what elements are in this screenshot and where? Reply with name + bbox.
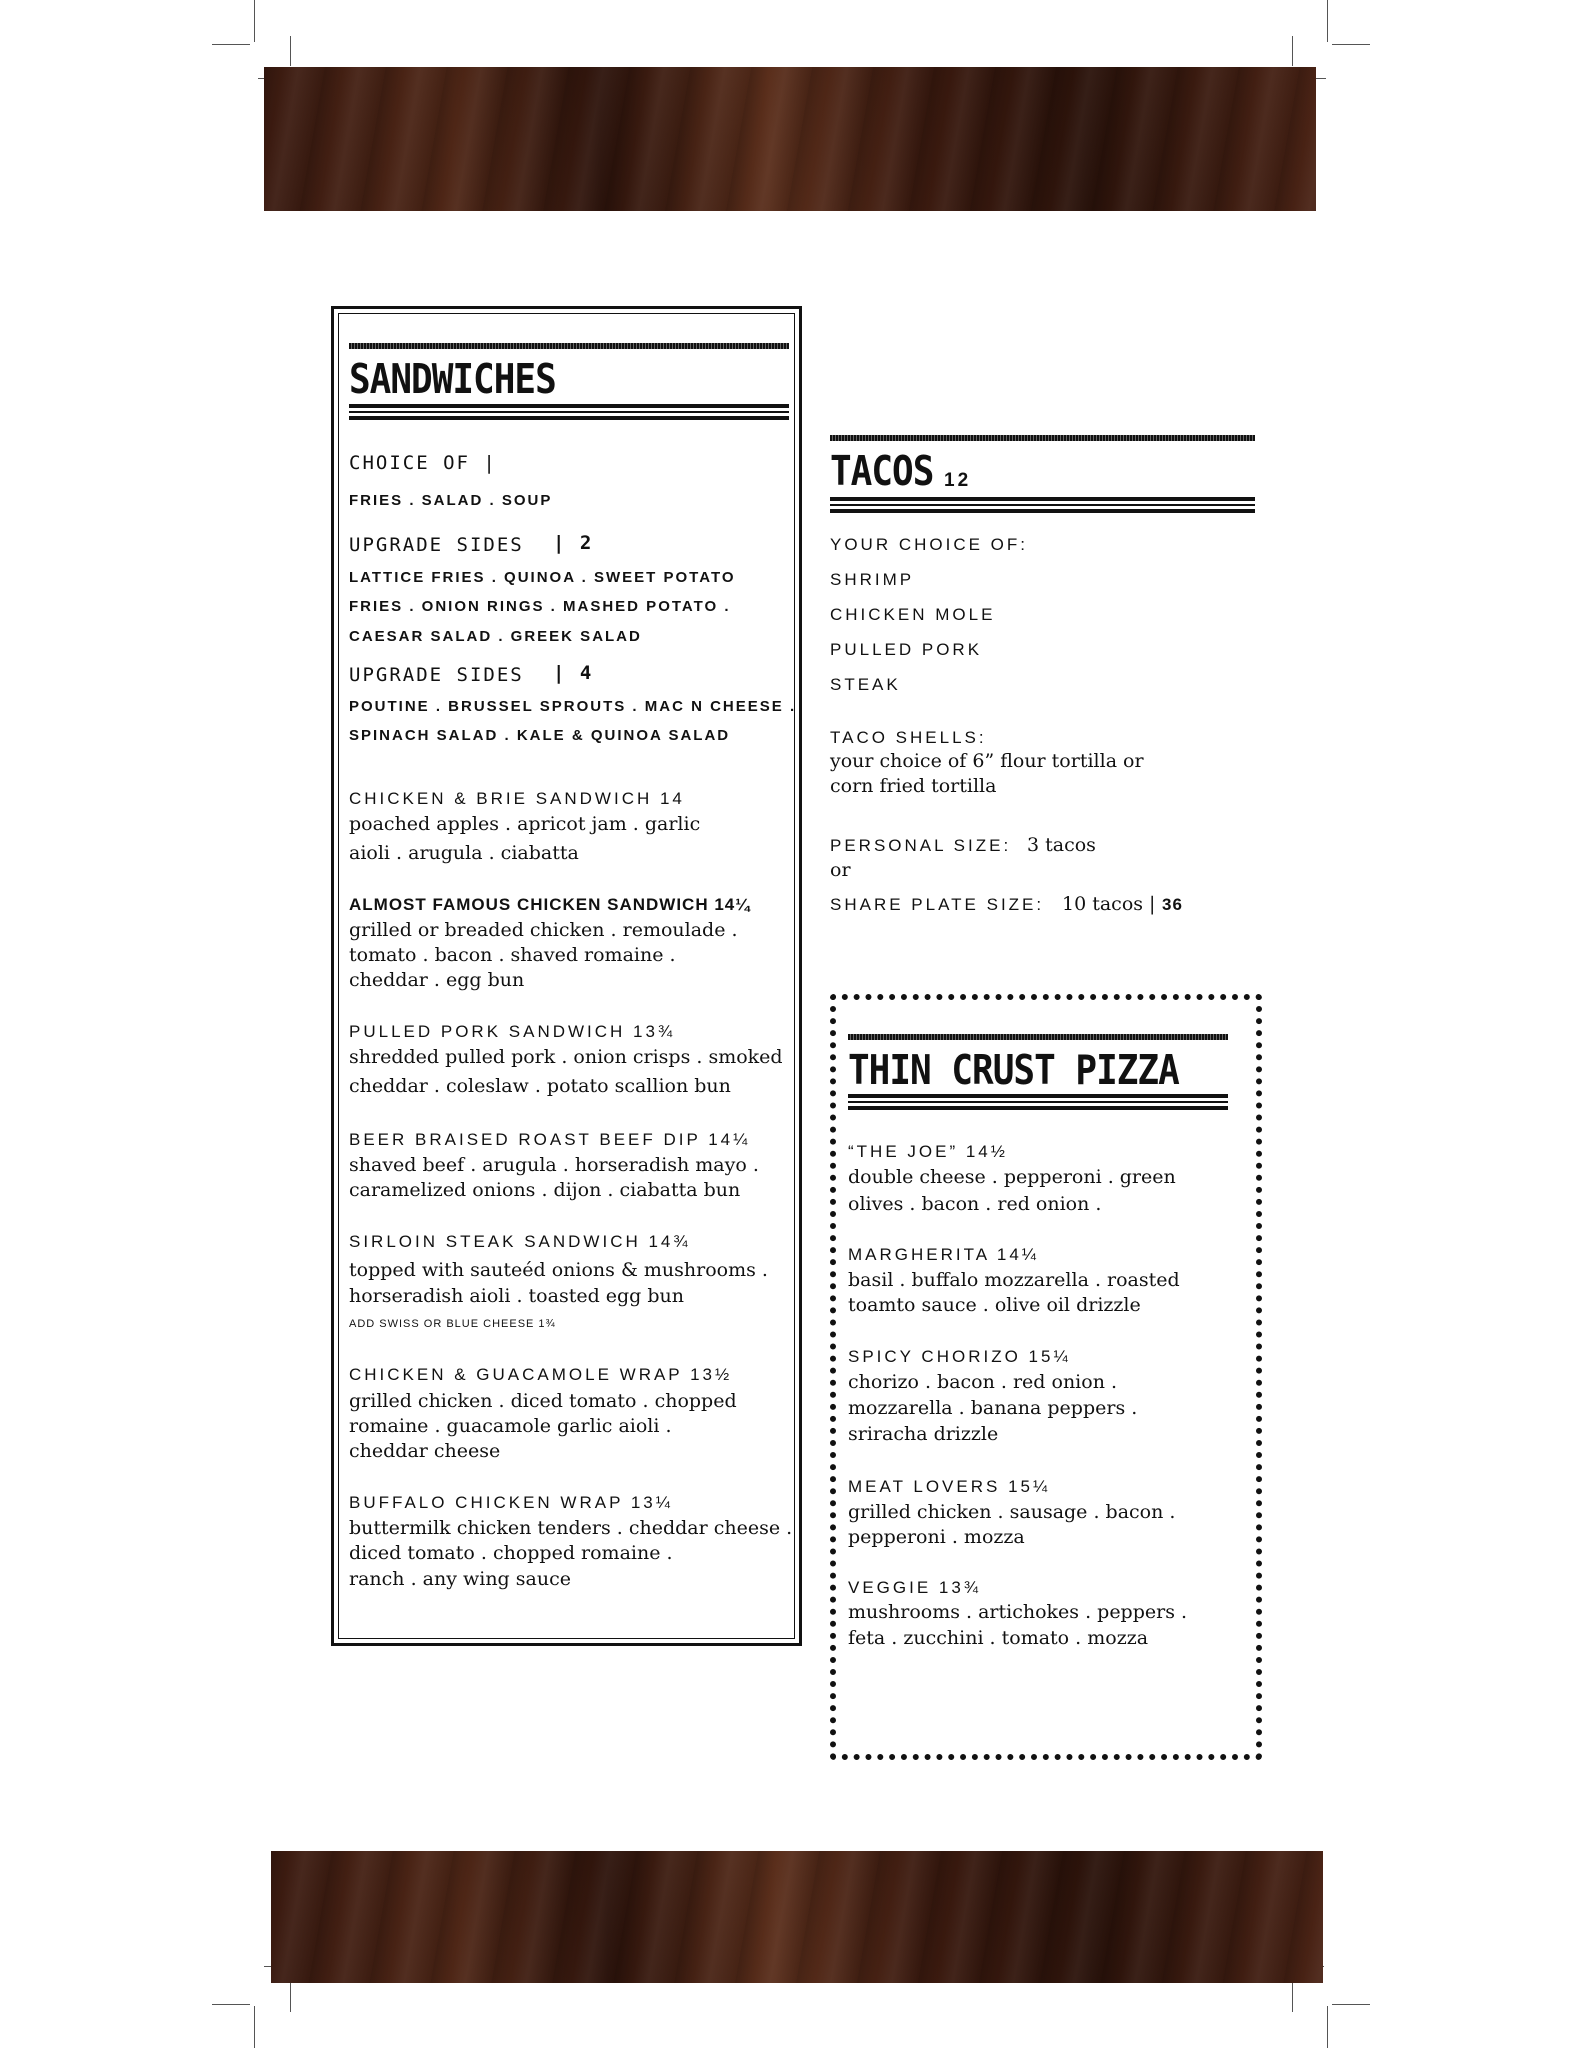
sandwich-desc: cheddar cheese [349,1440,501,1462]
pizza-desc: pepperoni . mozza [848,1526,1025,1548]
crop-mark [290,1982,291,2012]
section-rule [830,435,1255,441]
sandwich-name: CHICKEN & GUACAMOLE WRAP 13½ [349,1365,733,1384]
taco-or: or [830,859,851,881]
crop-mark [212,2004,250,2005]
crop-mark [1327,2006,1328,2048]
taco-option: SHRIMP [830,570,915,589]
share-size-label: SHARE PLATE SIZE: [830,895,1045,914]
personal-size-value: 3 tacos [1027,834,1096,856]
wood-banner-top [264,67,1316,211]
sandwich-name: SIRLOIN STEAK SANDWICH 14¾ [349,1232,691,1251]
sandwich-desc: cheddar . coleslaw . potato scallion bun [349,1075,731,1097]
crop-mark [1292,36,1293,66]
tacos-choice-label: YOUR CHOICE OF: [830,535,1029,554]
sandwich-desc: ranch . any wing sauce [349,1568,571,1590]
pizza-desc: mushrooms . artichokes . peppers . [848,1601,1188,1623]
sides-choice-items: FRIES . SALAD . SOUP [349,492,553,509]
sandwich-desc: tomato . bacon . shaved romaine . [349,944,676,966]
pizza-desc: toamto sauce . olive oil drizzle [848,1294,1141,1316]
sandwich-desc: grilled or breaded chicken . remoulade . [349,919,738,941]
pizza-name: SPICY CHORIZO 15¼ [848,1347,1071,1366]
pizza-desc: olives . bacon . red onion . [848,1193,1102,1215]
upgrade1-line: LATTICE FRIES . QUINOA . SWEET POTATO [349,569,736,586]
crop-mark [290,36,291,66]
sandwich-desc: romaine . guacamole garlic aioli . [349,1415,672,1437]
pizza-name: “THE JOE” 14½ [848,1142,1008,1161]
crop-mark [1327,0,1328,42]
upgrade1-line: CAESAR SALAD . GREEK SALAD [349,628,642,645]
crop-mark [254,0,255,42]
crop-mark [1292,1982,1293,2012]
sandwich-desc: shredded pulled pork . onion crisps . smoked [349,1046,783,1068]
sandwich-desc: buttermilk chicken tenders . cheddar cheese . [349,1517,793,1539]
sandwich-name: ALMOST FAMOUS CHICKEN SANDWICH 14¼ [349,895,751,914]
share-size-price: 36 [1162,895,1183,914]
sandwich-name: PULLED PORK SANDWICH 13¾ [349,1022,676,1041]
section-rule [830,497,1255,501]
sides-choice-label: CHOICE OF | [349,452,497,474]
upgrade2-line: POUTINE . BRUSSEL SPROUTS . MAC N CHEESE . [349,698,797,715]
upgrade2-line: SPINACH SALAD . KALE & QUINOA SALAD [349,727,731,744]
pizza-desc: feta . zucchini . tomato . mozza [848,1627,1149,1649]
sandwich-addon: ADD SWISS OR BLUE CHEESE 1¾ [349,1318,556,1330]
pizza-title: THIN CRUST PIZZA [848,1047,1179,1095]
pizza-name: VEGGIE 13¾ [848,1578,981,1597]
upgrade1-price: | 2 [553,532,594,554]
pizza-desc: sriracha drizzle [848,1423,999,1445]
section-rule [848,1106,1228,1110]
section-rule [830,509,1255,513]
section-rule [848,1094,1228,1098]
pizza-desc: grilled chicken . sausage . bacon . [848,1501,1176,1523]
pizza-name: MARGHERITA 14¼ [848,1245,1039,1264]
taco-shells-desc: corn fried tortilla [830,775,997,797]
upgrade1-line: FRIES . ONION RINGS . MASHED POTATO . [349,598,731,615]
sandwich-name: BUFFALO CHICKEN WRAP 13¼ [349,1493,673,1512]
sandwiches-title: SANDWICHES [349,356,556,404]
section-rule [349,343,789,349]
section-rule [349,411,789,413]
sandwich-desc: topped with sauteéd onions & mushrooms . [349,1259,768,1281]
tacos-title: TACOS [830,448,934,496]
pizza-desc: double cheese . pepperoni . green [848,1166,1176,1188]
sandwich-desc: grilled chicken . diced tomato . chopped [349,1390,737,1412]
pizza-name: MEAT LOVERS 15¼ [848,1477,1051,1496]
sandwich-name: BEER BRAISED ROAST BEEF DIP 14¼ [349,1130,751,1149]
personal-size-label: PERSONAL SIZE: [830,836,1012,855]
crop-mark [1332,2004,1370,2005]
pizza-desc: mozzarella . banana peppers . [848,1397,1138,1419]
crop-mark [212,44,250,45]
crop-mark [1332,44,1370,45]
section-rule [349,404,789,408]
upgrade2-label: UPGRADE SIDES [349,664,524,686]
section-rule [848,1034,1228,1040]
taco-option: CHICKEN MOLE [830,605,996,624]
upgrade2-price: | 4 [553,662,594,684]
sandwich-desc: aioli . arugula . ciabatta [349,842,579,864]
sandwich-name: CHICKEN & BRIE SANDWICH 14 [349,789,685,808]
crop-mark [254,2006,255,2048]
pizza-desc: chorizo . bacon . red onion . [848,1371,1118,1393]
tacos-price: 12 [944,470,972,491]
wood-banner-bottom [271,1851,1323,1983]
taco-shells-desc: your choice of 6” flour tortilla or [830,750,1144,772]
pizza-desc: basil . buffalo mozzarella . roasted [848,1269,1180,1291]
section-rule [830,504,1255,506]
taco-option: STEAK [830,675,901,694]
sandwich-desc: horseradish aioli . toasted egg bun [349,1285,685,1307]
sandwich-desc: caramelized onions . dijon . ciabatta bun [349,1179,741,1201]
sandwich-desc: diced tomato . chopped romaine . [349,1542,673,1564]
sandwich-desc: cheddar . egg bun [349,969,525,991]
section-rule [349,416,789,420]
sandwich-desc: shaved beef . arugula . horseradish mayo . [349,1154,759,1176]
share-size-value: 10 tacos | [1062,893,1156,915]
section-rule [848,1101,1228,1103]
upgrade1-label: UPGRADE SIDES [349,534,524,556]
taco-option: PULLED PORK [830,640,983,659]
taco-shells-label: TACO SHELLS: [830,728,987,747]
sandwich-desc: poached apples . apricot jam . garlic [349,813,701,835]
